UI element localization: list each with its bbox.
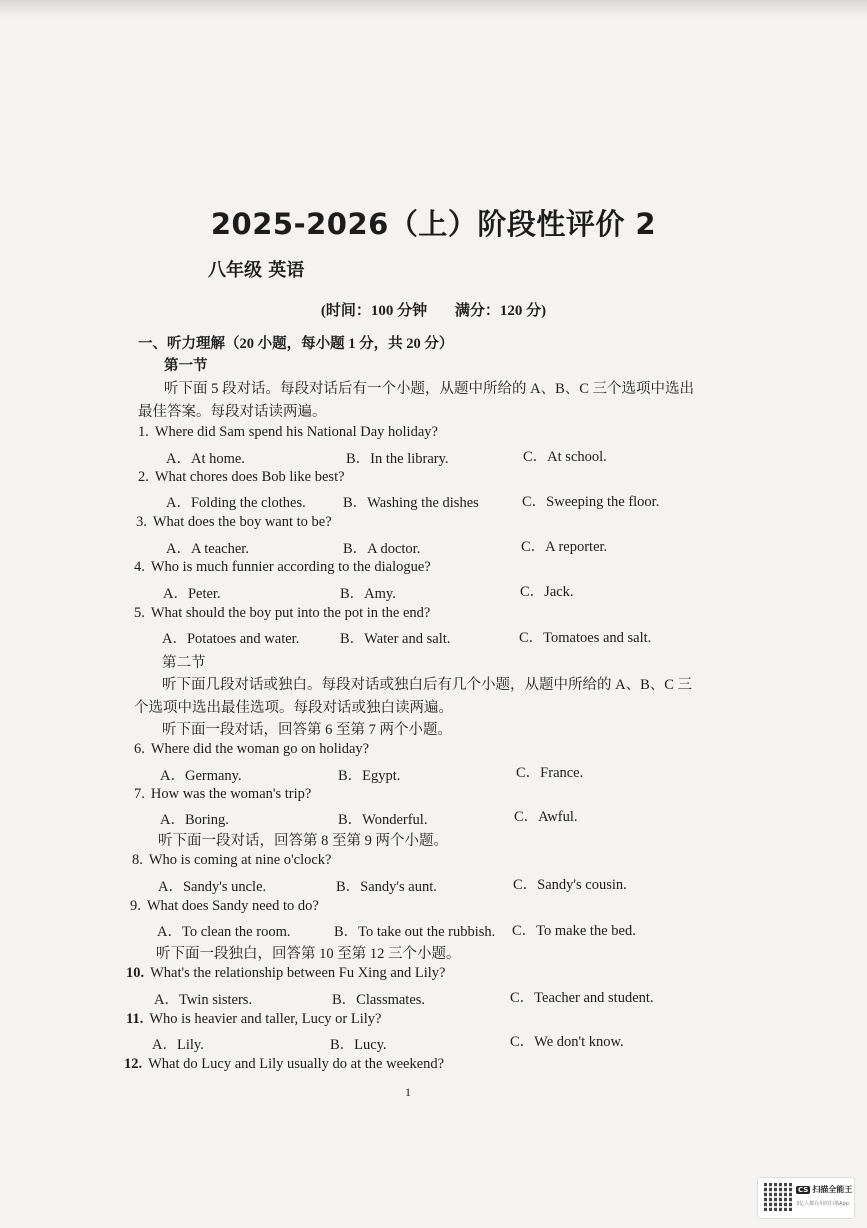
exam-score: 满分：120 分) xyxy=(454,303,547,319)
question-10-option-a: A．Twin sisters. xyxy=(154,992,253,1008)
question-number: 7. xyxy=(134,786,145,802)
question-text: What should the boy put into the pot in the end? xyxy=(150,605,431,621)
scanner-logo-icon: CS xyxy=(798,1186,809,1194)
question-5-option-a: A．Potatoes and water. xyxy=(162,631,300,647)
question-10-option-b: B．Classmates. xyxy=(332,992,426,1008)
question-2-option-b: B．Washing the dishes xyxy=(343,495,479,511)
question-number: 2. xyxy=(138,469,149,485)
listening-note-6-7: 听下面一段对话，回答第 6 至第 7 两个小题。 xyxy=(162,722,452,738)
question-11-option-c: C．We don't know. xyxy=(510,1034,624,1050)
part2-instruction-line1: 听下面几段对话或独白。每段对话或独白后有几个小题，从题中所给的 A、B、C 三 xyxy=(162,677,693,693)
question-7-option-b: B．Wonderful. xyxy=(338,812,428,828)
question-12 xyxy=(124,1056,444,1073)
question-10 xyxy=(126,965,446,982)
scanner-brand xyxy=(796,1184,852,1195)
question-1-option-a: A．At home. xyxy=(166,451,245,467)
exam-time-score xyxy=(0,299,867,320)
question-4-option-a: A．Peter. xyxy=(163,586,221,602)
question-8-option-b: B．Sandy's aunt. xyxy=(336,879,437,895)
question-2-option-c: C．Sweeping the floor. xyxy=(522,494,660,510)
question-11-option-a: A．Lily. xyxy=(152,1037,204,1053)
question-number: 10. xyxy=(126,965,145,981)
question-text: How was the woman's trip? xyxy=(150,786,312,802)
question-4 xyxy=(134,559,431,576)
question-2 xyxy=(138,469,345,486)
question-text: Where did Sam spend his National Day holiday? xyxy=(154,424,438,440)
scan-top-edge xyxy=(0,0,867,18)
question-11-option-b: B．Lucy. xyxy=(330,1037,387,1053)
question-number: 9. xyxy=(130,898,141,914)
question-6-option-b: B．Egypt. xyxy=(338,768,401,784)
listening-note-8-9: 听下面一段对话，回答第 8 至第 9 两个小题。 xyxy=(158,833,448,849)
question-6-option-c: C．France. xyxy=(516,765,584,781)
question-text: What does Sandy need to do? xyxy=(146,898,319,914)
question-9-option-a: A．To clean the room. xyxy=(157,924,291,940)
scanner-brand-name: 扫描全能王 xyxy=(812,1185,853,1194)
question-number: 6. xyxy=(134,741,145,757)
question-text: Who is coming at nine o'clock? xyxy=(148,852,332,868)
question-1-option-b: B．In the library. xyxy=(346,451,449,467)
question-text: What does the boy want to be? xyxy=(152,514,332,530)
part2-label: 第二节 xyxy=(162,655,206,671)
question-3-option-b: B．A doctor. xyxy=(343,541,421,557)
exam-time: (时间：100 分钟 xyxy=(320,303,428,319)
question-text: What's the relationship between Fu Xing and Lily? xyxy=(150,965,446,981)
qr-code-icon xyxy=(764,1183,792,1211)
question-number: 12. xyxy=(124,1056,143,1072)
exam-subtitle: 八年级 英语 xyxy=(208,260,305,281)
part1-instruction-line1: 听下面 5 段对话。每段对话后有一个小题，从题中所给的 A、B、C 三个选项中选出 xyxy=(164,381,695,397)
part1-instruction-line2: 最佳答案。每段对话读两遍。 xyxy=(138,404,327,420)
scanner-watermark xyxy=(757,1177,855,1219)
question-7-option-a: A．Boring. xyxy=(160,812,229,828)
question-number: 1. xyxy=(138,424,149,440)
question-8 xyxy=(132,852,331,869)
question-number: 11. xyxy=(126,1011,144,1027)
scanner-tagline: 3亿人都在用的扫描App xyxy=(796,1201,849,1207)
question-7-option-c: C．Awful. xyxy=(514,809,578,825)
question-6-option-a: A．Germany. xyxy=(160,768,242,784)
part1-label: 第一节 xyxy=(164,358,208,374)
part2-instruction-line2: 个选项中选出最佳选项。每段对话或独白读两遍。 xyxy=(134,700,453,716)
question-6 xyxy=(134,741,369,758)
question-9 xyxy=(130,898,319,915)
question-text: Who is much funnier according to the dialogue? xyxy=(150,559,431,575)
question-text: Who is heavier and taller, Lucy or Lily? xyxy=(149,1011,382,1027)
question-8-option-a: A．Sandy's uncle. xyxy=(158,879,267,895)
question-5-option-b: B．Water and salt. xyxy=(340,631,451,647)
question-number: 8. xyxy=(132,852,143,868)
question-1-option-c: C．At school. xyxy=(523,449,607,465)
question-number: 3. xyxy=(136,514,147,530)
question-text: What chores does Bob like best? xyxy=(154,469,345,485)
question-2-option-a: A．Folding the clothes. xyxy=(166,495,306,511)
question-10-option-c: C．Teacher and student. xyxy=(510,990,654,1006)
question-3 xyxy=(136,514,332,531)
question-11 xyxy=(126,1011,381,1028)
question-4-option-b: B．Amy. xyxy=(340,586,396,602)
question-1 xyxy=(138,424,438,441)
question-text: Where did the woman go on holiday? xyxy=(150,741,370,757)
question-9-option-b: B．To take out the rubbish. xyxy=(334,924,496,940)
section-heading: 一、听力理解（20 小题，每小题 1 分，共 20 分） xyxy=(138,336,454,352)
listening-note-10-12: 听下面一段独白，回答第 10 至第 12 三个小题。 xyxy=(156,946,461,962)
question-3-option-a: A．A teacher. xyxy=(166,541,249,557)
question-number: 4. xyxy=(134,559,145,575)
question-text: What do Lucy and Lily usually do at the weekend? xyxy=(148,1056,445,1072)
question-8-option-c: C．Sandy's cousin. xyxy=(513,877,627,893)
exam-title: 2025-2026（上）阶段性评价 2 xyxy=(210,207,657,241)
question-7 xyxy=(134,786,311,803)
question-4-option-c: C．Jack. xyxy=(520,584,574,600)
question-3-option-c: C．A reporter. xyxy=(521,539,608,555)
question-5 xyxy=(134,605,430,622)
question-number: 5. xyxy=(134,605,145,621)
question-9-option-c: C．To make the bed. xyxy=(512,923,636,939)
question-5-option-c: C．Tomatoes and salt. xyxy=(519,630,652,646)
page-number: 1 xyxy=(405,1085,411,1099)
